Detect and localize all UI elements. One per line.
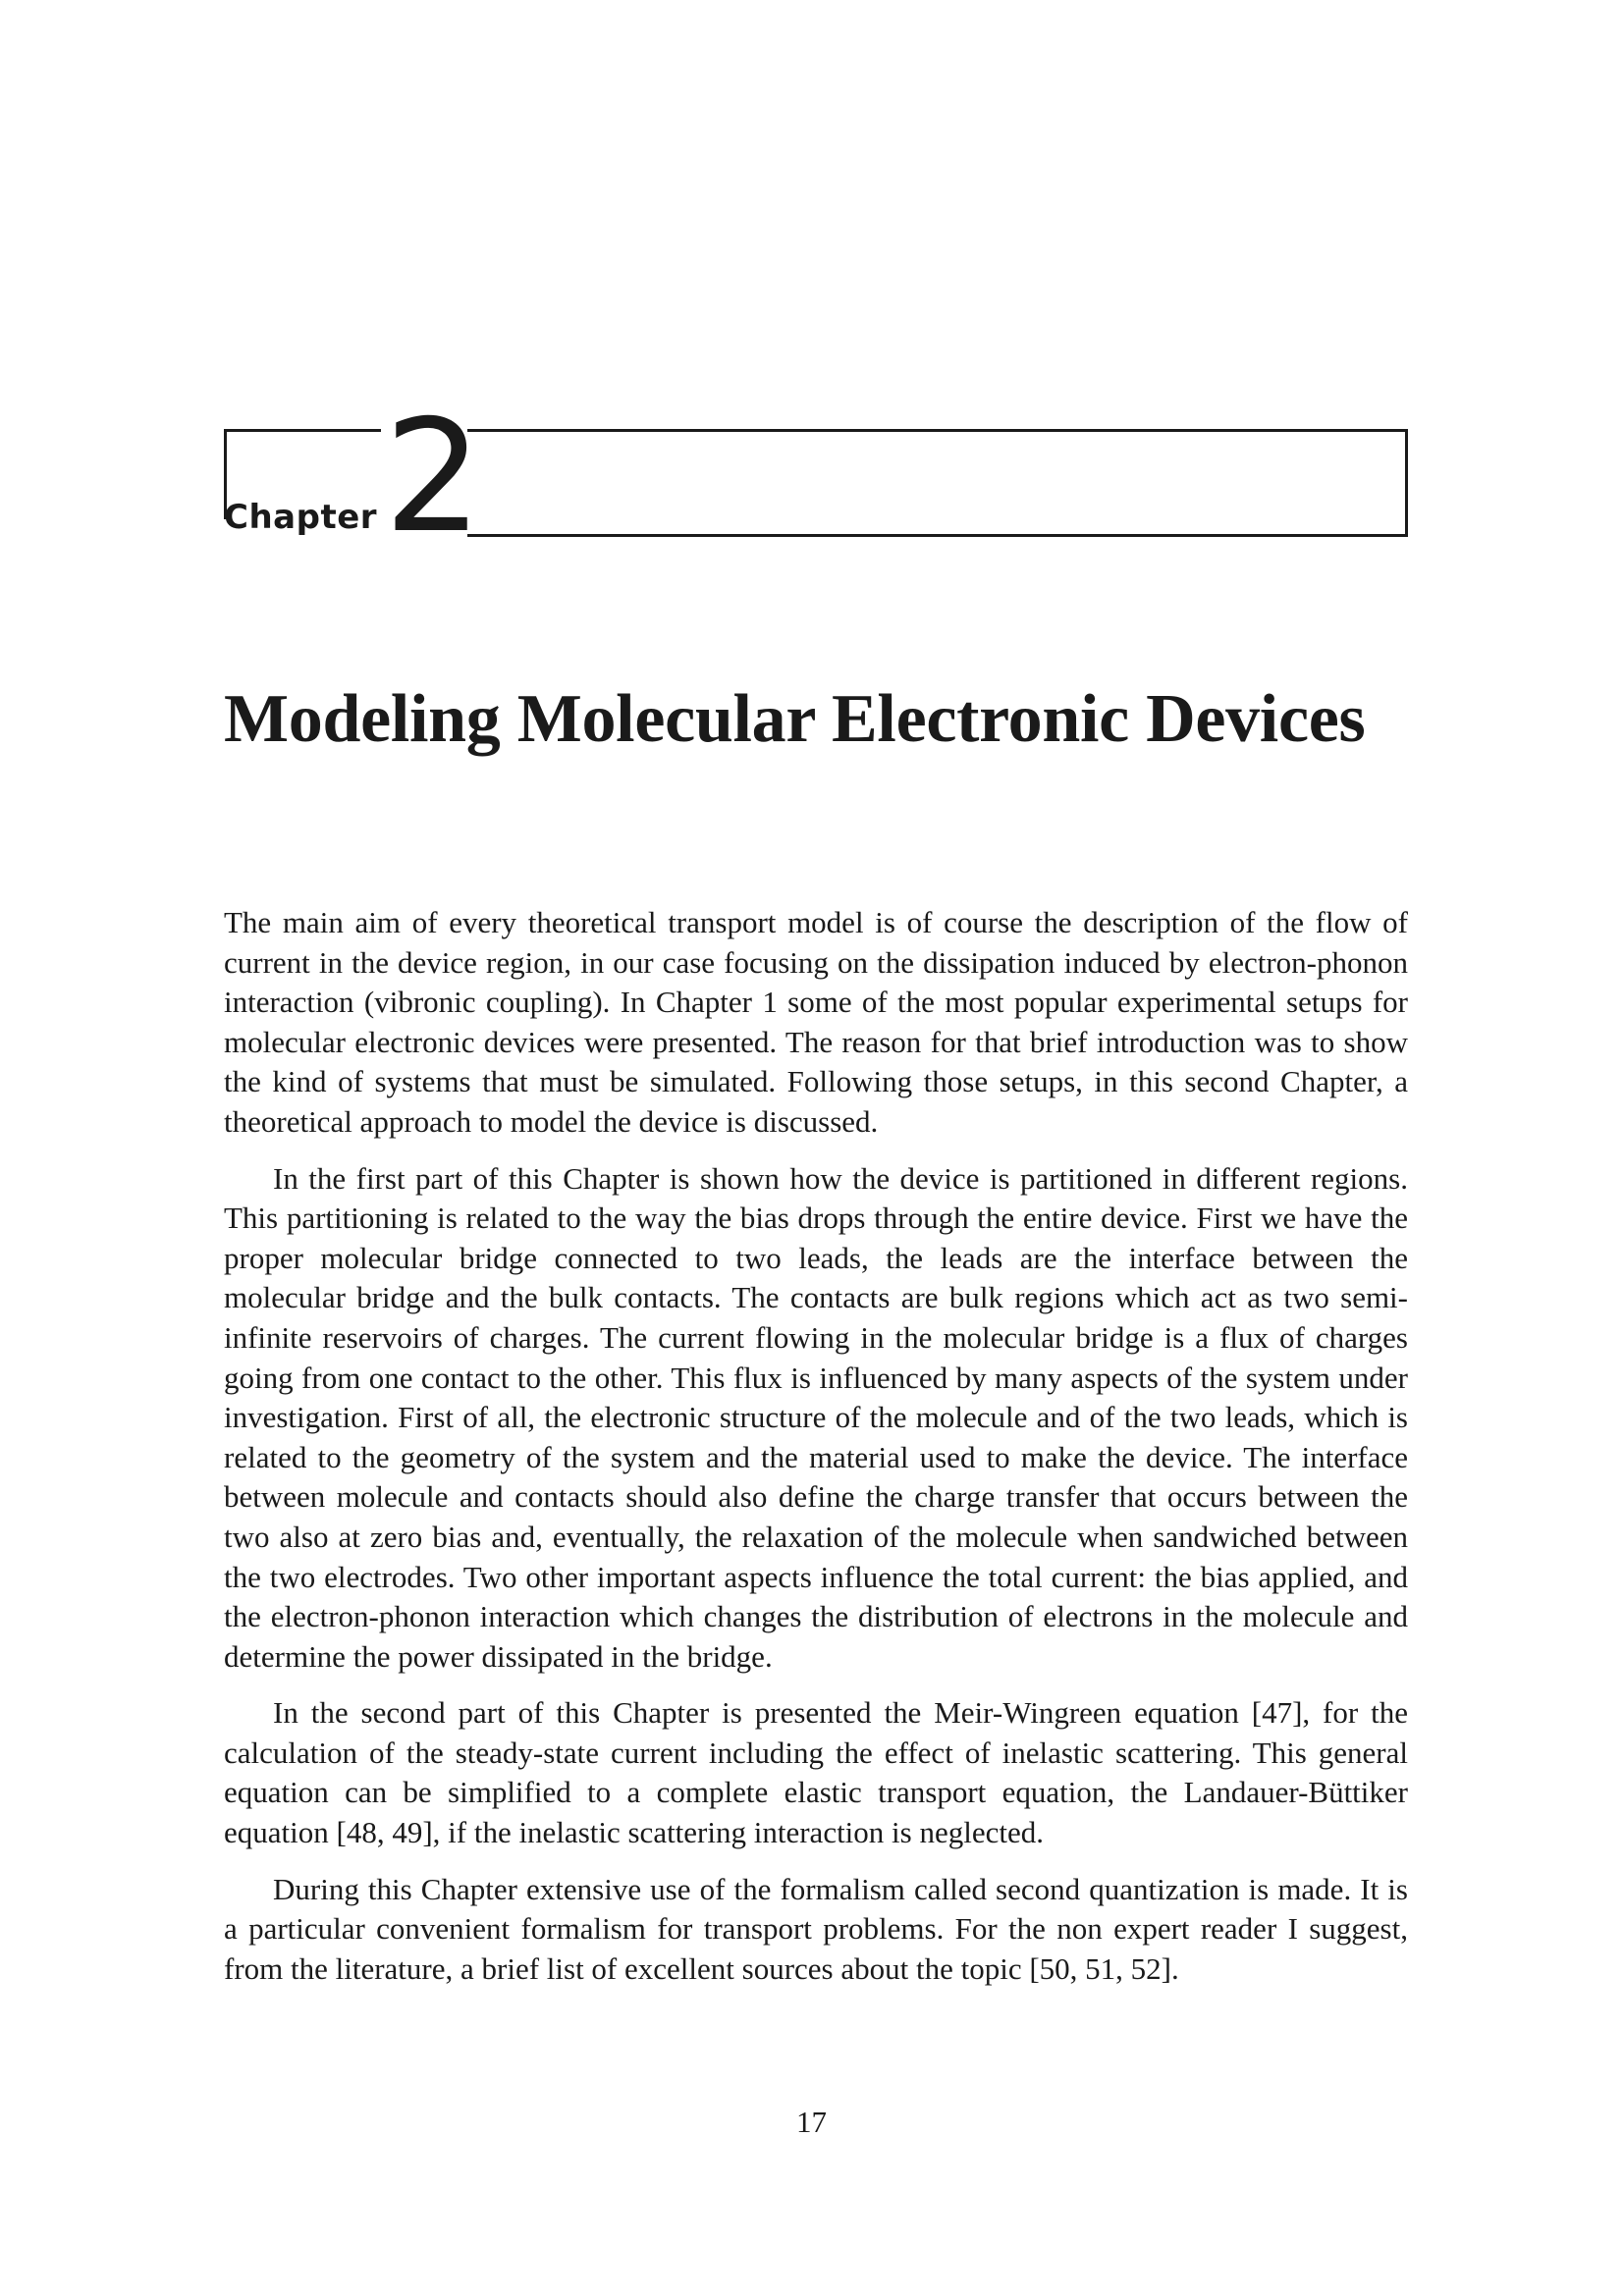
- chapter-title: Modeling Molecular Electronic Devices: [224, 681, 1366, 757]
- frame-line-right: [1405, 429, 1408, 537]
- paragraph-partitioning: In the first part of this Chapter is shown how the device is partitioned in different regions. This partitioning is related to the way the bias drops through the entire device. First we have the proper molecular bridge connected to two leads, the leads are the interface between the molecular bridge and the bulk contacts. The contacts are bulk regions which act as two semi-infinite reservoirs of charges. The current flowing in the molecular bridge is a flux of charges going from one contact to the other. This flux is influenced by many aspects of the system under investigation. First of all, the electronic structure of the molecule and of the two leads, which is related to the geometry of the system and the material used to make the device. The interface between molecule and contacts should also define the charge transfer that occurs between the two also at zero bias and, eventually, the relaxation of the molecule when sandwiched between the two electrodes. Two other important aspects influence the total current: the bias applied, and the electron-phonon interaction which changes the distribution of electrons in the molecule and determine the power dissipated in the bridge.: [224, 1160, 1408, 1674]
- paragraph-meir-wingreen: In the second part of this Chapter is presented the Meir-Wingreen equation [47], for the calculation of the steady-state current including the effect of inelastic scattering. This general equation can be simplified to a complete elastic transport equation, the Landauer-Büttiker equation [48, 49], if the inelastic scattering interaction is neglected.: [224, 1695, 1408, 1850]
- body-text: [224, 903, 1408, 2005]
- chapter-heading-frame: [224, 387, 1408, 567]
- frame-line-top-right: [467, 429, 1408, 432]
- chapter-number: 2: [384, 387, 483, 567]
- frame-line-top-left: [224, 429, 381, 432]
- chapter-label: Chapter: [224, 498, 378, 537]
- paragraph-second-quantization: During this Chapter extensive use of the formalism called second quantization is made. It is a particular convenient formalism for transport problems. For the non expert reader I suggest, from the literature, a brief list of excellent sources about the topic [50, 51, 52].: [224, 1871, 1408, 1986]
- page-number: 17: [796, 2105, 827, 2139]
- paragraph-intro: The main aim of every theoretical transport model is of course the description of the flow of current in the device region, in our case focusing on the dissipation induced by electron-phonon interaction (vibronic coupling). In Chapter 1 some of the most popular experimental setups for molecular electronic devices were presented. The reason for that brief introduction was to show the kind of systems that must be simulated. Following those setups, in this second Chapter, a theoretical approach to model the device is discussed.: [224, 905, 1408, 1139]
- frame-line-bottom: [467, 534, 1408, 537]
